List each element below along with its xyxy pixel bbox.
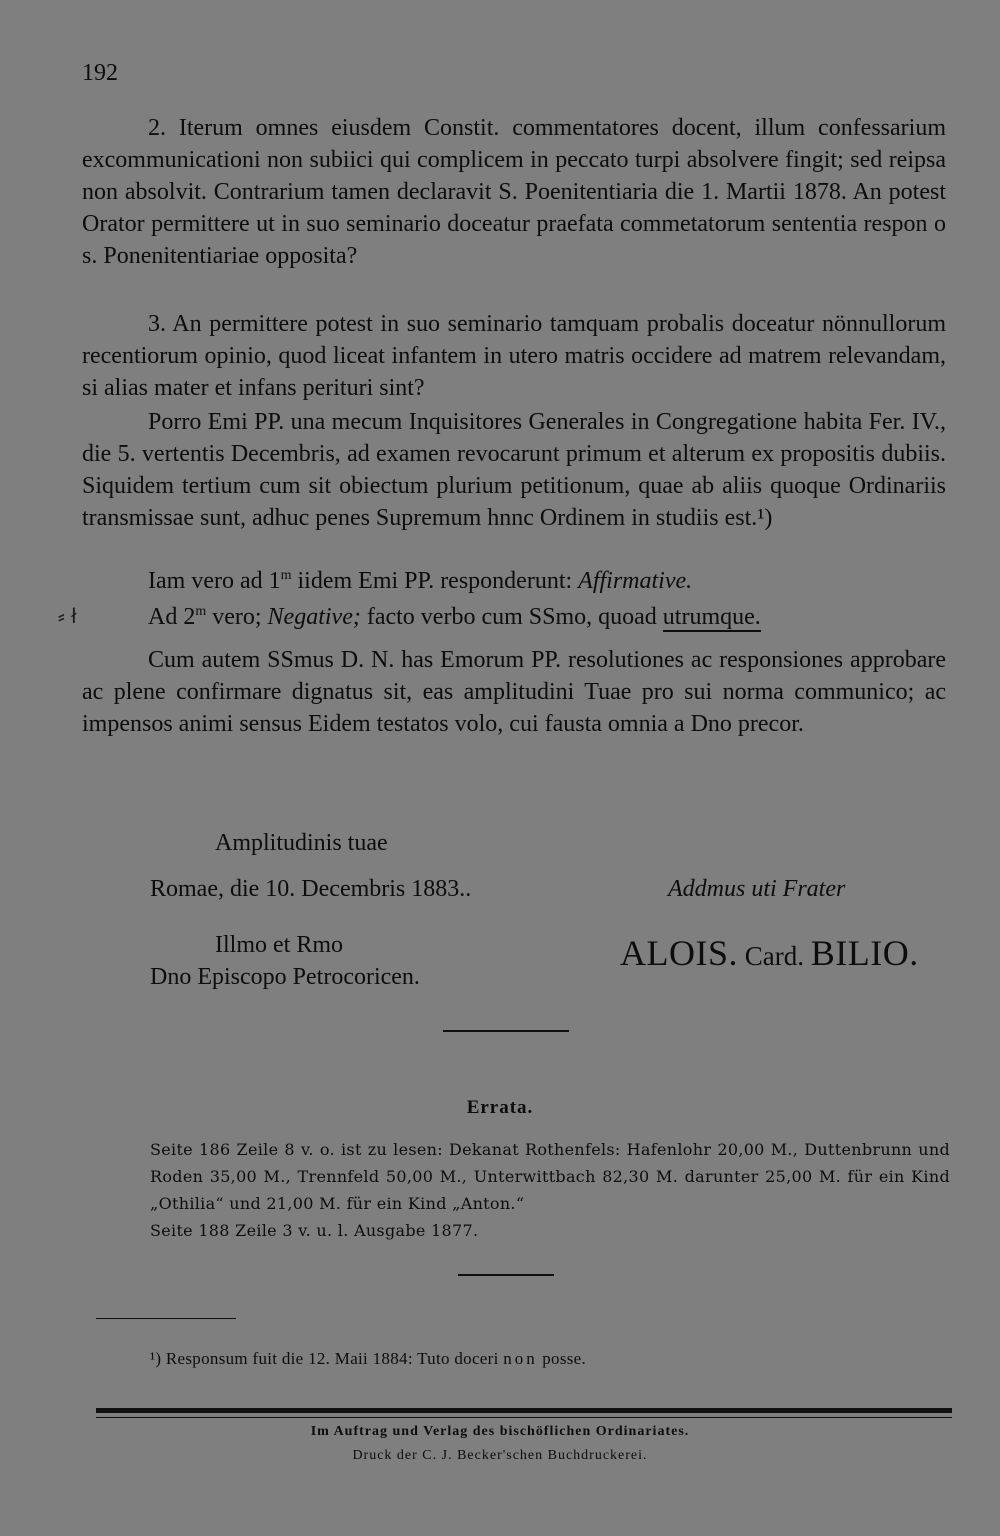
page-number: 192 xyxy=(82,60,118,86)
ad-2-underlined: utrumque. xyxy=(662,604,761,630)
paragraph-2-text: 2. Iterum omnes eiusdem Constit. commentatores docent, illum confessarium excommunicationi non subiici qui complicem in peccato turpi absolvere fingit; sed reipsa non absolvit. Contrarium tamen declaravit S. Poenitentiaria die 1. Martii 1878. An potest Orator permittere ut in suo seminario doceatur praefata commetatorum sententia respon o s. Ponenitentiariae opposita? xyxy=(82,115,946,269)
paragraph-3-text: 3. An permittere potest in suo seminario tamquam probalis doceatur nönnullorum recentiorum opinio, quod liceat infantem in utero matris occidere ad matrem relevandam, si alias mater et infans perituri sint? xyxy=(82,311,946,401)
footnote-end: posse. xyxy=(537,1349,587,1368)
imprint-thin-rule xyxy=(96,1417,952,1418)
errata-entry-1: Seite 186 Zeile 8 v. o. ist zu lesen: Dekanat Rothenfels: Hafenlohr 20,00 M., Duttenbrunn und Roden 35,00 M., Trennfeld 50,00 M., Unterwittbach 82,30 M. darunter 25,00 M. für ein Kind „Othilia“ und 21,00 M. für ein Kind „Anton.“ xyxy=(150,1140,950,1213)
footnote-text: Responsum fuit die 12. Maii 1884: Tuto doceri xyxy=(161,1349,504,1368)
signature-bilio: BILIO. xyxy=(810,933,919,973)
closing-amplitudinis: Amplitudinis tuae xyxy=(215,830,388,856)
paragraph-cum-text: Cum autem SSmus D. N. has Emorum PP. resolutiones ac responsiones approbare ac plene confirmare dignatus sit, eas amplitudini Tuae pro sui norma communico; ac impensos animi sensus Eidem testatos volo, cui fausta omnia a Dno precor. xyxy=(82,647,946,737)
imprint-thick-rule xyxy=(96,1408,952,1413)
paragraph-porro-text: Porro Emi PP. una mecum Inquisitores Generales in Congregatione habita Fer. IV., die 5. vertentis Decembris, ad examen revocarunt primum et alterum ex propositis dubiis. Siquidem tertium cum sit obiectum plurium petitionum, quae ab aliis quoque Ordinariis transmissae sunt, adhuc penes Supremum hnnc Ordinem in studiis est.¹) xyxy=(82,409,946,531)
section-divider xyxy=(443,1030,569,1032)
addressee-line-2: Dno Episcopo Petrocoricen. xyxy=(150,964,420,990)
iam-vero-answer: Affirmative. xyxy=(578,568,693,594)
ad-2-sup: m xyxy=(195,604,207,619)
ad-2-rest: facto verbo cum SSmo, quoad xyxy=(360,604,663,630)
footnote-marker: ¹) xyxy=(150,1349,162,1368)
closing-date: Romae, die 10. Decembris 1883.. xyxy=(150,876,472,902)
ad-2-mid: vero; xyxy=(206,604,268,630)
paragraph-2 xyxy=(82,112,946,272)
paragraph-3 xyxy=(82,308,946,404)
errata-entry-2: Seite 188 Zeile 3 v. u. l. Ausgabe 1877. xyxy=(150,1221,479,1240)
margin-annotation: ⸗ ł xyxy=(58,604,77,628)
ad-2-prefix: Ad 2 xyxy=(148,604,196,630)
addressee-line-1: Illmo et Rmo xyxy=(215,932,343,958)
iam-vero-mid: iidem Emi PP. responderunt: xyxy=(291,568,579,594)
iam-vero-line xyxy=(148,568,692,595)
footnote-spaced: non xyxy=(503,1349,538,1368)
paragraph-cum xyxy=(82,644,946,740)
signature xyxy=(620,932,919,974)
footnote-rule xyxy=(96,1318,236,1319)
signature-card: Card. xyxy=(738,941,811,971)
errata-title: Errata. xyxy=(466,1097,534,1118)
iam-vero-sup: m xyxy=(280,568,292,583)
footnote xyxy=(150,1349,586,1369)
imprint-line-2: Druck der C. J. Becker'schen Buchdruckerei. xyxy=(352,1448,648,1463)
ad-2-answer: Negative; xyxy=(267,604,361,630)
signature-alois: ALOIS. xyxy=(620,933,738,973)
closing-addmus: Addmus uti Frater xyxy=(668,876,846,902)
imprint-line-1: Im Auftrag und Verlag des bischöflichen Ordinariates. xyxy=(310,1424,690,1439)
ad-2-line xyxy=(148,604,761,631)
paragraph-porro xyxy=(82,406,946,534)
errata-divider xyxy=(458,1274,554,1276)
iam-vero-prefix: Iam vero ad 1 xyxy=(148,568,281,594)
